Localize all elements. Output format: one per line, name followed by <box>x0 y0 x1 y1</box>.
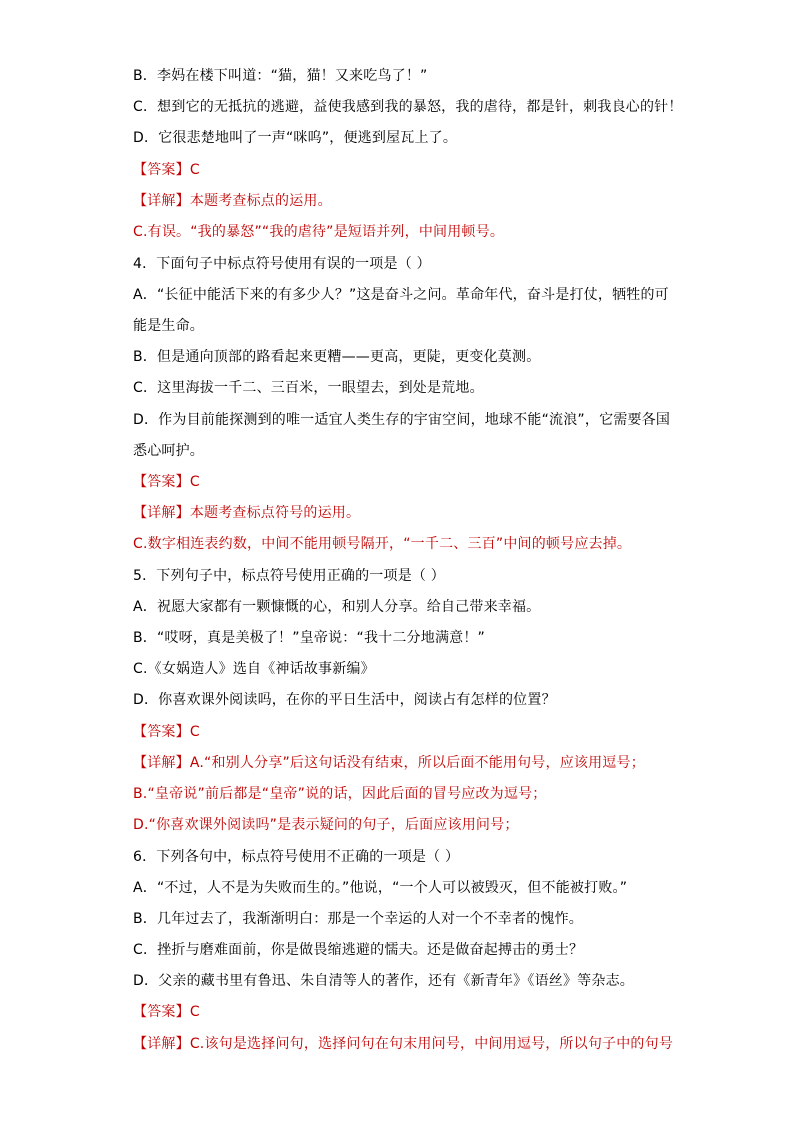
detail-text: 本题考查标点的运用。 <box>189 193 332 209</box>
detail-line <box>133 753 645 773</box>
option-line: 能是生命。 <box>133 318 204 334</box>
question-line: 4．下面句子中标点符号使用有误的一项是（ ） <box>133 256 431 272</box>
option-line: D．父亲的藏书里有鲁迅、朱自清等人的著作，还有《新青年》《语丝》等杂志。 <box>133 973 634 989</box>
answer-line <box>133 722 200 742</box>
answer-text: C <box>189 474 200 490</box>
answer-text: C <box>189 162 200 178</box>
option-line: D．它很悲楚地叫了一声“咪呜”，便逃到屋瓦上了。 <box>133 130 458 146</box>
detail-text: 本题考查标点符号的运用。 <box>189 505 361 521</box>
detail-tag: 【详解】 <box>133 1036 190 1052</box>
option-line: C．挫折与磨难面前，你是做畏缩逃避的懦夫。还是做奋起搏击的勇士？ <box>133 942 584 958</box>
answer-tag: 【答案】 <box>133 474 190 490</box>
option-line: B．“哎呀，真是美极了！”皇帝说：“我十二分地满意！” <box>133 630 486 646</box>
explain-line: B.“皇帝说”前后都是“皇帝”说的话，因此后面的冒号应改为逗号； <box>133 786 547 802</box>
option-line: A．祝愿大家都有一颗慷慨的心，和别人分享。给自己带来幸福。 <box>133 599 541 615</box>
detail-line <box>133 191 332 211</box>
option-line: B．李妈在楼下叫道：“猫，猫！又来吃鸟了！” <box>133 68 428 84</box>
option-line: C．想到它的无抵抗的逃避，益使我感到我的暴怒，我的虐待，都是针，刺我良心的针！ <box>133 99 683 115</box>
option-line: C.《女娲造人》选自《神话故事新编》 <box>133 661 375 677</box>
detail-tag: 【详解】 <box>133 505 190 521</box>
explain-line: C.有误。“我的暴怒”“我的虐待”是短语并列，中间用顿号。 <box>133 224 505 240</box>
option-line: B．几年过去了，我渐渐明白：那是一个幸运的人对一个不幸者的愧怍。 <box>133 911 584 927</box>
answer-tag: 【答案】 <box>133 1004 190 1020</box>
answer-line <box>133 472 200 492</box>
answer-tag: 【答案】 <box>133 724 190 740</box>
answer-tag: 【答案】 <box>133 162 190 178</box>
detail-text: A.“和别人分享”后这句话没有结束，所以后面不能用句号，应该用逗号； <box>189 755 645 771</box>
detail-tag: 【详解】 <box>133 193 190 209</box>
option-line: C．这里海拔一千二、三百米，一眼望去，到处是荒地。 <box>133 380 484 396</box>
detail-text: C.该句是选择问句，选择问句在句末用问号，中间用逗号，所以句子中的句号 <box>189 1036 674 1052</box>
option-line: 悉心呵护。 <box>133 443 204 459</box>
option-line: B．但是通向顶部的路看起来更糟——更高，更陡，更变化莫测。 <box>133 349 541 365</box>
option-line: D．作为目前能探测到的唯一适宜人类生存的宇宙空间，地球不能“流浪”，它需要各国 <box>133 412 671 428</box>
option-line: D．你喜欢课外阅读吗，在你的平日生活中，阅读占有怎样的位置？ <box>133 692 556 708</box>
answer-text: C <box>189 724 200 740</box>
detail-line <box>133 503 360 523</box>
option-line: A．“长征中能活下来的有多少人？”这是奋斗之问。革命年代，奋斗是打仗，牺牲的可 <box>133 287 669 303</box>
answer-line <box>133 1002 200 1022</box>
question-line: 5．下列句子中，标点符号使用正确的一项是（ ） <box>133 568 445 584</box>
option-line: A．“不过，人不是为失败而生的。”他说，“一个人可以被毁灭，但不能被打败。” <box>133 880 628 896</box>
question-line: 6．下列各句中，标点符号使用不正确的一项是（ ） <box>133 849 460 865</box>
detail-line <box>133 1034 673 1054</box>
answer-line <box>133 160 200 180</box>
detail-tag: 【详解】 <box>133 755 190 771</box>
explain-line: C.数字相连表约数，中间不能用顿号隔开，“一千二、三百”中间的顿号应去掉。 <box>133 536 632 552</box>
answer-text: C <box>189 1004 200 1020</box>
explain-line: D.“你喜欢课外阅读吗”是表示疑问的句子，后面应该用问号； <box>133 817 519 833</box>
